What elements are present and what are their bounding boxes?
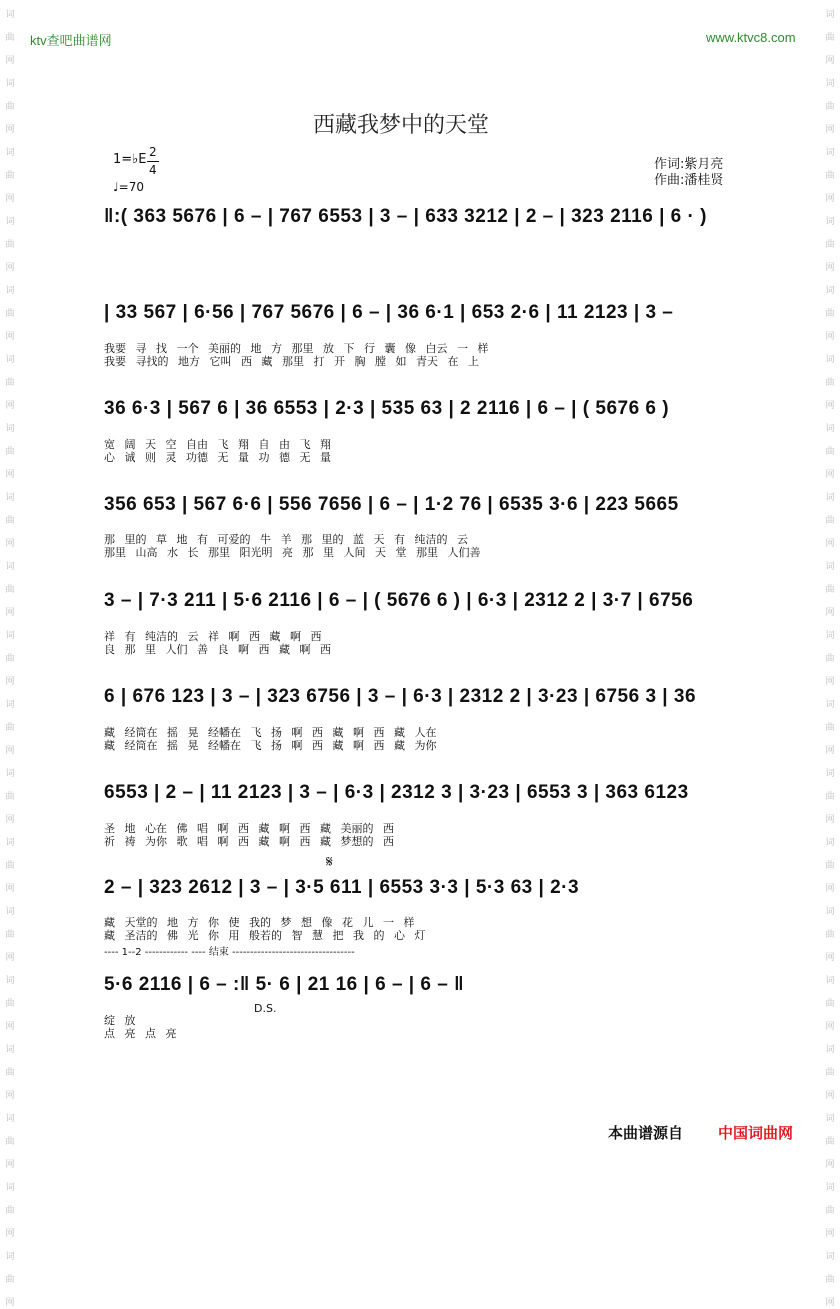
watermark-glyph: 词: [5, 79, 15, 89]
watermark-glyph: 曲: [825, 861, 835, 871]
watermark-glyph: 词: [825, 631, 835, 641]
watermark-glyph: 词: [825, 493, 835, 503]
time-bottom: 4: [149, 163, 157, 177]
left-site-label[interactable]: ktv查吧曲谱网: [30, 33, 112, 48]
watermark-glyph: 网: [5, 1229, 15, 1239]
song-title: 西藏我梦中的天堂: [313, 113, 490, 138]
watermark-glyph: 网: [825, 953, 835, 963]
watermark-glyph: 网: [5, 401, 15, 411]
watermark-glyph: 曲: [5, 102, 15, 112]
watermark-glyph: 曲: [5, 171, 15, 181]
watermark-glyph: 词: [5, 1183, 15, 1193]
watermark-glyph: 网: [825, 1229, 835, 1239]
lyric-line: 藏 天堂的 地 方 你 使 我的 梦 想 像 花 儿 一 样: [104, 916, 415, 929]
watermark-glyph: 词: [825, 769, 835, 779]
tempo-mark: ♩=70: [113, 180, 144, 194]
lyric-line: 藏 经筒在 摇 晃 经幡在 飞 扬 啊 西 藏 啊 西 藏 人在: [104, 726, 437, 739]
watermark-glyph: 曲: [5, 1206, 15, 1216]
watermark-glyph: 词: [5, 493, 15, 503]
watermark-glyph: 曲: [5, 378, 15, 388]
watermark-glyph: 网: [825, 56, 835, 66]
watermark-glyph: 网: [825, 677, 835, 687]
watermark-glyph: 曲: [825, 516, 835, 526]
score-system-1: [104, 198, 794, 236]
watermark-glyph: 网: [5, 815, 15, 825]
watermark-glyph: 词: [825, 286, 835, 296]
watermark-glyph: 词: [825, 1183, 835, 1193]
watermark-glyph: 词: [5, 286, 15, 296]
score-system-8: [104, 869, 794, 907]
watermark-glyph: 网: [5, 953, 15, 963]
time-top: 2: [149, 145, 157, 159]
watermark-glyph: 曲: [825, 171, 835, 181]
notation-line: | 33 567 | 6·56 | 767 5676 | 6 – | 36 6·1 | 653 2·6 | 11 2123 | 3 –: [104, 302, 674, 323]
watermark-glyph: 词: [5, 148, 15, 158]
key-signature: 1=♭E: [113, 152, 147, 167]
lyric-line: 宽 阔 天 空 自由 飞 翔 自 由 飞 翔: [104, 438, 331, 451]
watermark-glyph: 曲: [5, 999, 15, 1009]
watermark-glyph: 词: [5, 424, 15, 434]
watermark-glyph: 曲: [825, 930, 835, 940]
watermark-glyph: 网: [5, 677, 15, 687]
watermark-glyph: 曲: [5, 585, 15, 595]
watermark-glyph: 网: [5, 746, 15, 756]
da-segno-mark: D.S.: [254, 1002, 277, 1015]
watermark-glyph: 网: [5, 1298, 15, 1308]
watermark-glyph: 词: [825, 355, 835, 365]
watermark-glyph: 网: [825, 1091, 835, 1101]
watermark-glyph: 网: [825, 1160, 835, 1170]
left-watermark-strip: [4, 10, 16, 1309]
watermark-glyph: 词: [825, 148, 835, 158]
watermark-glyph: 词: [5, 907, 15, 917]
watermark-glyph: 词: [825, 700, 835, 710]
watermark-glyph: 网: [825, 470, 835, 480]
watermark-glyph: 词: [5, 217, 15, 227]
notation-line: 2 – | 323 2612 | 3 – | 3·5 611 | 6553 3·3 | 5·3 63 | 2·3: [104, 877, 580, 898]
lyric-line: 心 诚 则 灵 功德 无 量 功 德 无 量: [104, 451, 331, 464]
notation-line: 36 6·3 | 567 6 | 36 6553 | 2·3 | 535 63 | 2 2116 | 6 – | ( 5676 6 ): [104, 398, 670, 419]
watermark-glyph: 词: [825, 217, 835, 227]
watermark-glyph: 曲: [825, 1068, 835, 1078]
watermark-glyph: 网: [5, 263, 15, 273]
watermark-glyph: 网: [825, 194, 835, 204]
watermark-glyph: 词: [5, 700, 15, 710]
watermark-glyph: 曲: [5, 723, 15, 733]
watermark-glyph: 曲: [825, 378, 835, 388]
lyric-line: 良 那 里 人们 善 良 啊 西 藏 啊 西: [104, 643, 331, 656]
watermark-glyph: 网: [825, 125, 835, 135]
watermark-glyph: 曲: [5, 654, 15, 664]
watermark-glyph: 曲: [825, 240, 835, 250]
watermark-glyph: 曲: [5, 309, 15, 319]
watermark-glyph: 词: [5, 1114, 15, 1124]
score-system-4: [104, 486, 794, 524]
watermark-glyph: 词: [825, 1045, 835, 1055]
watermark-glyph: 曲: [825, 33, 835, 43]
watermark-glyph: 词: [5, 355, 15, 365]
notation-line: 3 – | 7·3 211 | 5·6 2116 | 6 – | ( 5676 6 ) | 6·3 | 2312 2 | 3·7 | 6756: [104, 590, 694, 611]
watermark-glyph: 网: [825, 263, 835, 273]
watermark-glyph: 词: [825, 562, 835, 572]
watermark-glyph: 曲: [825, 792, 835, 802]
watermark-glyph: 曲: [5, 240, 15, 250]
composer-credit: 作曲:潘桂贤: [654, 173, 724, 188]
lyric-line: 那 里的 草 地 有 可爱的 牛 羊 那 里的 蓝 天 有 纯洁的 云: [104, 533, 468, 546]
watermark-glyph: 网: [825, 1298, 835, 1308]
right-watermark-strip: [824, 10, 836, 1309]
watermark-glyph: 曲: [5, 447, 15, 457]
watermark-glyph: 网: [5, 470, 15, 480]
watermark-glyph: 网: [5, 1022, 15, 1032]
segno-sign: 𝄋: [326, 852, 333, 871]
watermark-glyph: 曲: [5, 516, 15, 526]
watermark-glyph: 词: [825, 1114, 835, 1124]
watermark-glyph: 曲: [825, 1137, 835, 1147]
lyric-line: 我要 寻 找 一个 美丽的 地 方 那里 放 下 行 囊 像 白云 一 样: [104, 342, 489, 355]
lyric-line: 我要 寻找的 地方 它叫 西 藏 那里 打 开 胸 膛 如 青天 在 上: [104, 355, 479, 368]
score-system-3: [104, 390, 794, 428]
watermark-glyph: 网: [825, 332, 835, 342]
watermark-glyph: 词: [825, 1252, 835, 1262]
watermark-glyph: 网: [825, 539, 835, 549]
watermark-glyph: 曲: [5, 792, 15, 802]
score-system-5: [104, 582, 794, 620]
watermark-glyph: 网: [5, 539, 15, 549]
watermark-glyph: 曲: [825, 1206, 835, 1216]
lyric-line: 藏 经筒在 摇 晃 经幡在 飞 扬 啊 西 藏 啊 西 藏 为你: [104, 739, 437, 752]
watermark-glyph: 网: [5, 884, 15, 894]
watermark-glyph: 曲: [825, 447, 835, 457]
lyric-line: 那里 山高 水 长 那里 阳光明 亮 那 里 人间 天 堂 那里 人们善: [104, 546, 481, 559]
watermark-glyph: 词: [5, 10, 15, 20]
watermark-glyph: 词: [825, 907, 835, 917]
notation-line: 6 | 676 123 | 3 – | 323 6756 | 3 – | 6·3 | 2312 2 | 3·23 | 6756 3 | 36: [104, 686, 697, 707]
score-system-2: [104, 294, 794, 332]
score-system-7: [104, 774, 794, 812]
watermark-glyph: 网: [5, 608, 15, 618]
score-system-6: [104, 678, 794, 716]
lyric-line: 祈 祷 为你 歌 唱 啊 西 藏 啊 西 藏 梦想的 西: [104, 835, 394, 848]
watermark-glyph: 曲: [5, 930, 15, 940]
watermark-glyph: 网: [825, 884, 835, 894]
lyricist-credit: 作词:紫月亮: [654, 157, 724, 172]
lyric-line: 圣 地 心在 佛 唱 啊 西 藏 啊 西 藏 美丽的 西: [104, 822, 394, 835]
watermark-glyph: 网: [825, 608, 835, 618]
volta-bracket: ---- 1--2 ------------ ---- 结束 ----------------------------------: [104, 947, 355, 958]
lyric-line: 点 亮 点 亮: [104, 1027, 177, 1040]
watermark-glyph: 词: [825, 79, 835, 89]
watermark-glyph: 网: [5, 56, 15, 66]
watermark-glyph: 网: [5, 125, 15, 135]
lyric-line: 绽 放: [104, 1014, 136, 1027]
watermark-glyph: 网: [825, 1022, 835, 1032]
notation-line: 6553 | 2 – | 11 2123 | 3 – | 6·3 | 2312 3 | 3·23 | 6553 3 | 363 6123: [104, 782, 689, 803]
watermark-glyph: 词: [825, 976, 835, 986]
watermark-glyph: 词: [5, 838, 15, 848]
watermark-glyph: 曲: [5, 33, 15, 43]
time-divider: [147, 161, 159, 162]
watermark-glyph: 曲: [825, 1275, 835, 1285]
watermark-glyph: 网: [5, 332, 15, 342]
watermark-glyph: 词: [5, 1252, 15, 1262]
watermark-glyph: 网: [825, 815, 835, 825]
watermark-glyph: 曲: [825, 999, 835, 1009]
watermark-glyph: 曲: [5, 861, 15, 871]
watermark-glyph: 曲: [825, 723, 835, 733]
notation-line: 356 653 | 567 6·6 | 556 7656 | 6 – | 1·2 76 | 6535 3·6 | 223 5665: [104, 494, 679, 515]
watermark-glyph: 曲: [5, 1137, 15, 1147]
score-system-9: [104, 966, 794, 1004]
watermark-glyph: 曲: [825, 654, 835, 664]
watermark-glyph: 网: [825, 746, 835, 756]
watermark-glyph: 词: [5, 769, 15, 779]
watermark-glyph: 词: [5, 1045, 15, 1055]
watermark-glyph: 曲: [5, 1275, 15, 1285]
watermark-glyph: 网: [5, 194, 15, 204]
notation-line: ‖:( 363 5676 | 6 – | 767 6553 | 3 – | 633 3212 | 2 – | 323 2116 | 6 · ): [104, 206, 707, 227]
notation-line: 5·6 2116 | 6 – :‖ 5· 6 | 21 16 | 6 – | 6 – ‖: [104, 974, 465, 995]
watermark-glyph: 词: [5, 976, 15, 986]
watermark-glyph: 词: [825, 424, 835, 434]
watermark-glyph: 曲: [825, 309, 835, 319]
lyric-line: 藏 圣洁的 佛 光 你 用 般若的 智 慧 把 我 的 心 灯: [104, 929, 426, 942]
watermark-glyph: 曲: [825, 585, 835, 595]
watermark-glyph: 词: [825, 838, 835, 848]
watermark-glyph: 网: [5, 1160, 15, 1170]
watermark-glyph: 词: [5, 631, 15, 641]
source-site-link[interactable]: 中国词曲网: [718, 1124, 794, 1142]
watermark-glyph: 网: [5, 1091, 15, 1101]
watermark-glyph: 网: [825, 401, 835, 411]
right-site-label[interactable]: www.ktvc8.com: [706, 30, 796, 45]
watermark-glyph: 曲: [825, 102, 835, 112]
watermark-glyph: 曲: [5, 1068, 15, 1078]
lyric-line: 祥 有 纯洁的 云 祥 啊 西 藏 啊 西: [104, 630, 322, 643]
watermark-glyph: 词: [5, 562, 15, 572]
source-label: 本曲谱源自: [608, 1124, 684, 1142]
watermark-glyph: 词: [825, 10, 835, 20]
